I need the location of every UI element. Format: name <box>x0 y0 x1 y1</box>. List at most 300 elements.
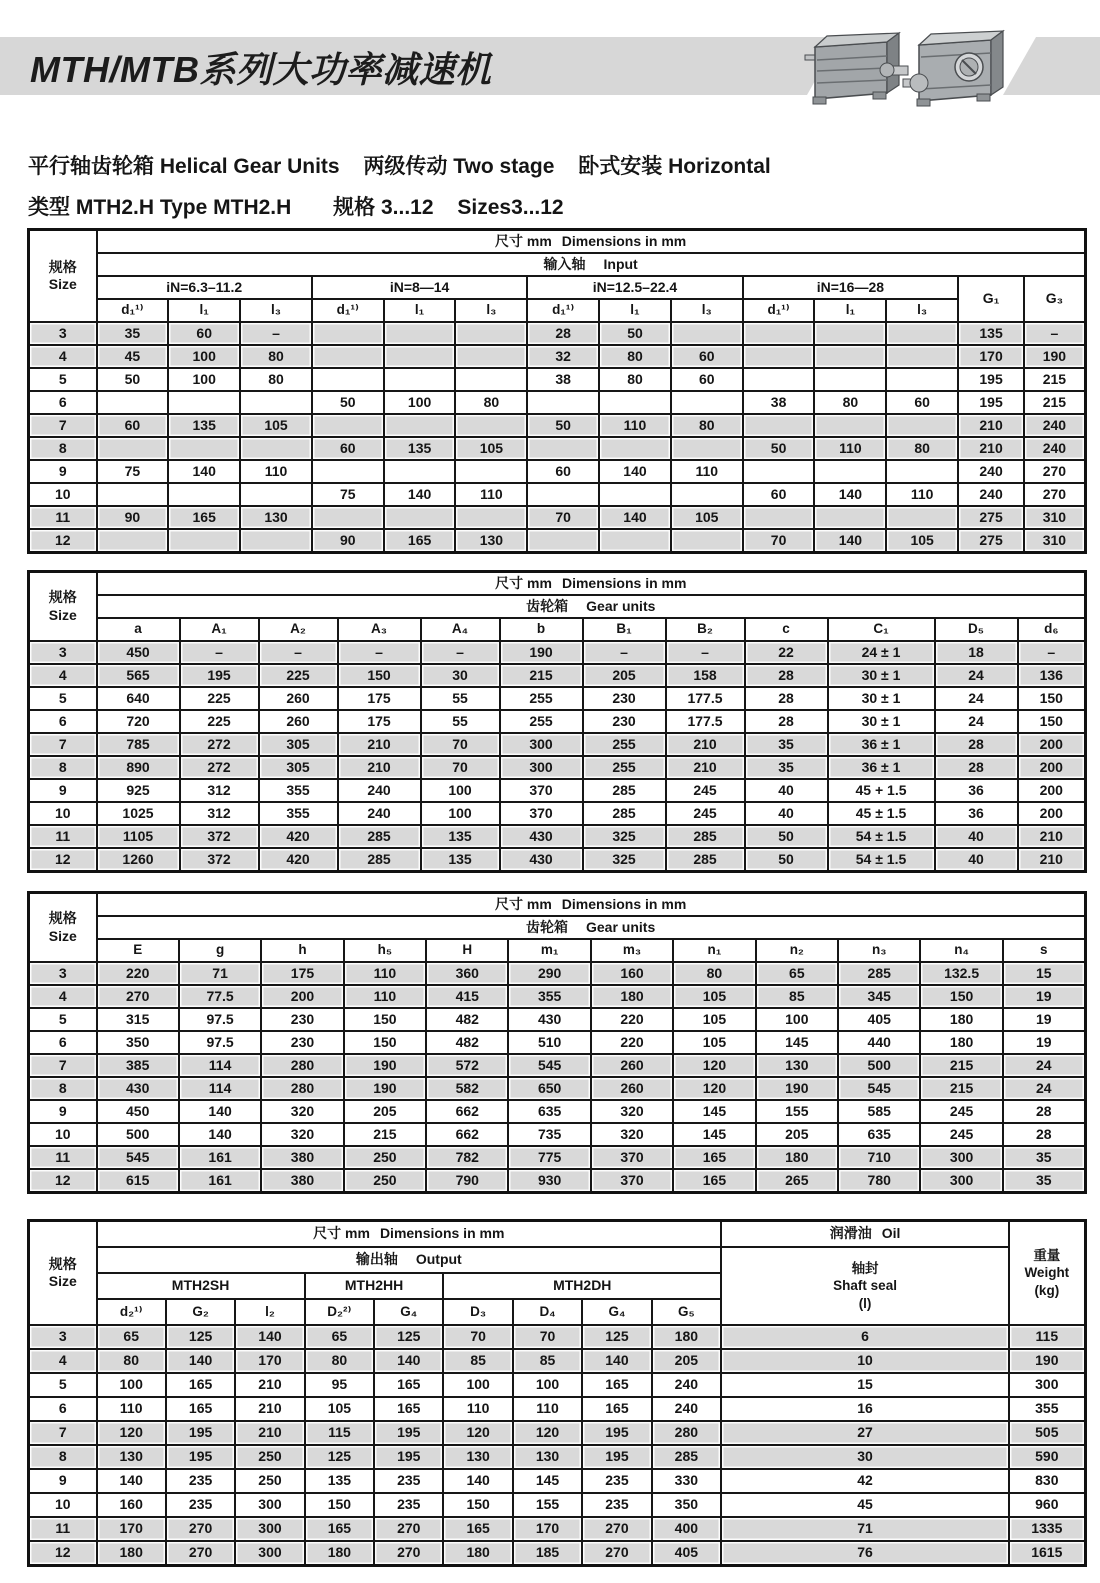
size-cell: 12 <box>29 1169 97 1193</box>
value-cell: 385 <box>97 1054 179 1077</box>
value-cell: 140 <box>814 483 886 506</box>
value-cell: 175 <box>338 710 421 733</box>
value-cell: 60 <box>671 345 743 368</box>
shaft-seal-column-header <box>721 1247 1009 1325</box>
value-cell: 80 <box>240 345 312 368</box>
value-cell: 195 <box>582 1421 651 1445</box>
value-cell: 205 <box>344 1100 426 1123</box>
value-cell: 132.5 <box>920 962 1002 985</box>
value-cell: 40 <box>935 848 1018 872</box>
dims-en: Dimensions in mm <box>561 574 687 591</box>
value-cell: 440 <box>838 1031 920 1054</box>
size-cell: 7 <box>29 1054 97 1077</box>
value-cell: 120 <box>513 1421 582 1445</box>
value-cell: 105 <box>305 1397 374 1421</box>
input-shaft-table <box>27 228 1084 554</box>
value-cell: 55 <box>421 687 500 710</box>
col-header-l1: l₁ <box>814 299 886 322</box>
dimensions-header <box>97 1221 722 1248</box>
size-cell: 6 <box>29 1397 97 1421</box>
value-cell: 150 <box>1018 687 1086 710</box>
table-row <box>29 345 1086 368</box>
value-cell <box>312 368 384 391</box>
value-cell: 285 <box>583 802 666 825</box>
value-cell <box>599 483 671 506</box>
value-cell: 270 <box>97 985 179 1008</box>
value-cell: 195 <box>958 391 1024 414</box>
dims-en: Dimensions in mm <box>561 232 687 249</box>
value-cell: 85 <box>513 1349 582 1373</box>
value-cell <box>240 483 312 506</box>
dimensions-header <box>97 893 1086 917</box>
value-cell: 195 <box>958 368 1024 391</box>
gear-unit-table-b <box>27 891 1084 1194</box>
col-header-a: a <box>97 618 180 641</box>
value-cell: 150 <box>1018 710 1086 733</box>
dims-zh: 尺寸 mm <box>495 895 552 912</box>
value-cell: 70 <box>513 1325 582 1349</box>
value-cell: 215 <box>1024 368 1085 391</box>
value-cell: 510 <box>508 1031 590 1054</box>
value-cell: 430 <box>500 825 583 848</box>
value-cell: 370 <box>591 1169 673 1193</box>
intro-helical: 平行轴齿轮箱 Helical Gear Units <box>28 155 340 178</box>
value-cell: 195 <box>166 1421 235 1445</box>
value-cell: 165 <box>168 506 240 529</box>
col-header-d2: d₂¹⁾ <box>97 1299 166 1325</box>
value-cell: 305 <box>259 756 338 779</box>
value-cell: 80 <box>240 368 312 391</box>
value-cell: – <box>180 641 259 664</box>
value-cell: 100 <box>513 1373 582 1397</box>
value-cell: 35 <box>745 756 828 779</box>
value-cell: 150 <box>443 1493 512 1517</box>
value-cell: 105 <box>671 506 743 529</box>
value-cell: 42 <box>721 1469 1009 1493</box>
size-cell: 10 <box>29 1493 97 1517</box>
value-cell: 482 <box>426 1031 508 1054</box>
size-cell: 12 <box>29 848 97 872</box>
value-cell: 250 <box>344 1169 426 1193</box>
value-cell: 300 <box>920 1146 1002 1169</box>
value-cell: 285 <box>338 848 421 872</box>
value-cell: 320 <box>261 1100 343 1123</box>
value-cell: 36 <box>935 802 1018 825</box>
value-cell <box>384 368 456 391</box>
gearbox-images-icon <box>803 27 1005 121</box>
value-cell: – <box>240 322 312 345</box>
value-cell: 215 <box>1024 391 1085 414</box>
value-cell: 60 <box>97 414 169 437</box>
value-cell: 170 <box>513 1517 582 1541</box>
col-header-a3: A₃ <box>338 618 421 641</box>
value-cell: 300 <box>235 1517 304 1541</box>
value-cell: 290 <box>508 962 590 985</box>
size-label-en: Size <box>48 927 77 944</box>
size-cell: 3 <box>29 322 97 345</box>
value-cell <box>384 322 456 345</box>
value-cell: 158 <box>666 664 745 687</box>
value-cell: 165 <box>166 1397 235 1421</box>
value-cell: 370 <box>500 802 583 825</box>
value-cell: 16 <box>721 1397 1009 1421</box>
value-cell: 18 <box>935 641 1018 664</box>
banner-right-band <box>1003 37 1100 95</box>
value-cell: 545 <box>838 1077 920 1100</box>
value-cell: 200 <box>1018 733 1086 756</box>
value-cell: 185 <box>513 1541 582 1566</box>
value-cell: 372 <box>180 825 259 848</box>
value-cell: 130 <box>97 1445 166 1469</box>
value-cell: 565 <box>97 664 180 687</box>
value-cell: 28 <box>745 664 828 687</box>
col-header-h: h <box>261 939 343 962</box>
value-cell: 245 <box>920 1100 1002 1123</box>
value-cell: 165 <box>443 1517 512 1541</box>
value-cell: 155 <box>756 1100 838 1123</box>
value-cell: 240 <box>652 1397 721 1421</box>
value-cell: 110 <box>513 1397 582 1421</box>
value-cell: 210 <box>338 733 421 756</box>
value-cell: 450 <box>97 1100 179 1123</box>
value-cell: 775 <box>508 1146 590 1169</box>
col-header-l3: l₃ <box>455 299 527 322</box>
value-cell: 615 <box>97 1169 179 1193</box>
ratio-group-3: iN=12.5–22.4 <box>527 276 742 299</box>
value-cell: 220 <box>591 1031 673 1054</box>
value-cell: 582 <box>426 1077 508 1100</box>
output-en: Output <box>415 1251 462 1268</box>
value-cell: 80 <box>455 391 527 414</box>
value-cell: 200 <box>261 985 343 1008</box>
value-cell: 50 <box>745 848 828 872</box>
value-cell <box>886 414 958 437</box>
value-cell: 225 <box>180 710 259 733</box>
value-cell: 300 <box>235 1493 304 1517</box>
value-cell: 270 <box>582 1541 651 1566</box>
value-cell: 140 <box>97 1469 166 1493</box>
value-cell: 114 <box>179 1077 261 1100</box>
value-cell: 130 <box>240 506 312 529</box>
size-cell: 5 <box>29 1008 97 1031</box>
value-cell: 180 <box>591 985 673 1008</box>
model-header-mth2sh: MTH2SH <box>97 1273 305 1299</box>
value-cell <box>814 368 886 391</box>
value-cell: 140 <box>179 1123 261 1146</box>
value-cell: 100 <box>384 391 456 414</box>
value-cell: 38 <box>527 368 599 391</box>
value-cell: 105 <box>673 1008 755 1031</box>
col-header-g3: G₃ <box>1024 276 1085 322</box>
value-cell: 24 <box>1003 1054 1085 1077</box>
value-cell: 165 <box>166 1373 235 1397</box>
value-cell: 210 <box>235 1373 304 1397</box>
table-row <box>29 1008 1086 1031</box>
value-cell: 250 <box>235 1445 304 1469</box>
value-cell: 270 <box>582 1517 651 1541</box>
value-cell: 240 <box>338 779 421 802</box>
size-cell: 6 <box>29 1031 97 1054</box>
col-header-h5: h₅ <box>344 939 426 962</box>
value-cell: 130 <box>443 1445 512 1469</box>
ratio-group-4: iN=16—28 <box>743 276 958 299</box>
col-header-d1: d₁¹⁾ <box>527 299 599 322</box>
value-cell: – <box>583 641 666 664</box>
col-header-s: s <box>1003 939 1085 962</box>
ratio-group-1: iN=6.3–11.2 <box>97 276 312 299</box>
value-cell: 80 <box>599 345 671 368</box>
value-cell: 400 <box>652 1517 721 1541</box>
value-cell: 30 <box>421 664 500 687</box>
value-cell: 355 <box>259 802 338 825</box>
value-cell: 420 <box>259 848 338 872</box>
value-cell: 420 <box>259 825 338 848</box>
col-header-b: b <box>500 618 583 641</box>
value-cell: 165 <box>374 1397 443 1421</box>
value-cell: 165 <box>582 1373 651 1397</box>
col-header-d1: d₁¹⁾ <box>743 299 815 322</box>
value-cell: 235 <box>582 1493 651 1517</box>
value-cell: 165 <box>673 1146 755 1169</box>
value-cell: 280 <box>261 1077 343 1100</box>
value-cell <box>168 437 240 460</box>
value-cell <box>527 483 599 506</box>
value-cell: 180 <box>443 1541 512 1566</box>
value-cell: 300 <box>920 1169 1002 1193</box>
size-cell: 8 <box>29 756 97 779</box>
col-header-b2: B₂ <box>666 618 745 641</box>
oil-header <box>721 1221 1009 1248</box>
output-section-header <box>97 1247 722 1273</box>
value-cell: 405 <box>652 1541 721 1566</box>
size-cell: 10 <box>29 802 97 825</box>
value-cell: 320 <box>591 1123 673 1146</box>
value-cell: 125 <box>582 1325 651 1349</box>
value-cell: 170 <box>958 345 1024 368</box>
intro-sizes-en: Sizes3...12 <box>457 196 564 219</box>
value-cell <box>886 460 958 483</box>
value-cell: 60 <box>671 368 743 391</box>
col-header-d3: D₃ <box>443 1299 512 1325</box>
value-cell <box>527 437 599 460</box>
value-cell: 285 <box>583 779 666 802</box>
table-row <box>29 1541 1086 1566</box>
value-cell: 70 <box>527 506 599 529</box>
value-cell <box>527 391 599 414</box>
value-cell: 135 <box>421 825 500 848</box>
gear-units-en: Gear units <box>586 918 656 935</box>
value-cell: 372 <box>180 848 259 872</box>
value-cell: 100 <box>756 1008 838 1031</box>
value-cell: 30 <box>721 1445 1009 1469</box>
value-cell <box>168 391 240 414</box>
value-cell: 136 <box>1018 664 1086 687</box>
value-cell: 150 <box>305 1493 374 1517</box>
value-cell: 120 <box>97 1421 166 1445</box>
value-cell: 640 <box>97 687 180 710</box>
intro-line-2 <box>28 191 564 221</box>
value-cell <box>455 322 527 345</box>
table-row <box>29 825 1086 848</box>
size-cell: 12 <box>29 529 97 553</box>
shaft-seal-unit: (l) <box>858 1295 872 1311</box>
value-cell: 177.5 <box>666 687 745 710</box>
value-cell: 19 <box>1003 1031 1085 1054</box>
value-cell: 105 <box>673 1031 755 1054</box>
value-cell: 160 <box>591 962 673 985</box>
value-cell: 140 <box>443 1469 512 1493</box>
size-cell: 6 <box>29 391 97 414</box>
value-cell: 35 <box>1003 1146 1085 1169</box>
gear-units-section-header <box>97 595 1086 618</box>
value-cell <box>814 322 886 345</box>
value-cell: 135 <box>958 322 1024 345</box>
dims-en: Dimensions in mm <box>379 1225 505 1242</box>
size-cell: 4 <box>29 664 97 687</box>
col-header-d4: D₄ <box>513 1299 582 1325</box>
value-cell: 105 <box>455 437 527 460</box>
value-cell: 24 ± 1 <box>828 641 935 664</box>
table-row <box>29 710 1086 733</box>
value-cell: 140 <box>582 1349 651 1373</box>
col-header-m1: m₁ <box>508 939 590 962</box>
value-cell: 250 <box>235 1469 304 1493</box>
size-cell: 12 <box>29 1541 97 1566</box>
size-column-header <box>29 893 97 963</box>
weight-column-header <box>1009 1221 1085 1326</box>
col-header-g4: G₄ <box>582 1299 651 1325</box>
size-cell: 11 <box>29 825 97 848</box>
value-cell: 230 <box>261 1008 343 1031</box>
input-zh: 输入轴 <box>543 255 586 272</box>
value-cell: 270 <box>1024 460 1085 483</box>
size-cell: 3 <box>29 1325 97 1349</box>
dims-zh: 尺寸 mm <box>495 574 552 591</box>
size-label-en: Size <box>48 606 77 623</box>
value-cell: 240 <box>1024 437 1085 460</box>
value-cell: 40 <box>935 825 1018 848</box>
value-cell: 30 ± 1 <box>828 664 935 687</box>
value-cell: 210 <box>235 1397 304 1421</box>
value-cell: 830 <box>1009 1469 1085 1493</box>
value-cell: 28 <box>527 322 599 345</box>
value-cell: 165 <box>374 1373 443 1397</box>
value-cell: 180 <box>756 1146 838 1169</box>
value-cell: 1025 <box>97 802 180 825</box>
value-cell: 140 <box>599 506 671 529</box>
value-cell: 785 <box>97 733 180 756</box>
value-cell: 130 <box>513 1445 582 1469</box>
value-cell: 100 <box>421 802 500 825</box>
value-cell <box>886 506 958 529</box>
table-row <box>29 687 1086 710</box>
value-cell: 210 <box>666 733 745 756</box>
table-row <box>29 368 1086 391</box>
value-cell: 240 <box>1024 414 1085 437</box>
value-cell: 195 <box>374 1421 443 1445</box>
value-cell: 195 <box>374 1445 443 1469</box>
value-cell: 165 <box>384 529 456 553</box>
value-cell <box>743 345 815 368</box>
value-cell: 210 <box>958 437 1024 460</box>
value-cell: 280 <box>261 1054 343 1077</box>
value-cell: 90 <box>312 529 384 553</box>
value-cell: 260 <box>591 1077 673 1100</box>
value-cell: 80 <box>599 368 671 391</box>
col-header-g5: G₅ <box>652 1299 721 1325</box>
value-cell: 220 <box>591 1008 673 1031</box>
value-cell: 285 <box>338 825 421 848</box>
value-cell: 370 <box>500 779 583 802</box>
value-cell: 200 <box>1018 756 1086 779</box>
size-cell: 8 <box>29 1445 97 1469</box>
table-row <box>29 437 1086 460</box>
value-cell <box>886 322 958 345</box>
value-cell: 125 <box>166 1325 235 1349</box>
col-header-a4: A₄ <box>421 618 500 641</box>
value-cell <box>312 322 384 345</box>
value-cell: 415 <box>426 985 508 1008</box>
value-cell: 45 + 1.5 <box>828 779 935 802</box>
value-cell: – <box>666 641 745 664</box>
value-cell: 60 <box>168 322 240 345</box>
value-cell: 325 <box>583 825 666 848</box>
value-cell <box>599 529 671 553</box>
value-cell: 150 <box>920 985 1002 1008</box>
value-cell: 24 <box>935 664 1018 687</box>
value-cell: 720 <box>97 710 180 733</box>
value-cell: 370 <box>591 1146 673 1169</box>
value-cell <box>671 391 743 414</box>
value-cell: 255 <box>583 733 666 756</box>
value-cell: 71 <box>179 962 261 985</box>
value-cell <box>743 506 815 529</box>
value-cell: 90 <box>97 506 169 529</box>
value-cell: 200 <box>1018 779 1086 802</box>
value-cell: 115 <box>1009 1325 1085 1349</box>
value-cell: 355 <box>1009 1397 1085 1421</box>
value-cell <box>312 345 384 368</box>
col-header-D2: D₂²⁾ <box>305 1299 374 1325</box>
value-cell: – <box>421 641 500 664</box>
value-cell <box>312 414 384 437</box>
value-cell: 230 <box>583 710 666 733</box>
value-cell: 350 <box>97 1031 179 1054</box>
value-cell: 75 <box>97 460 169 483</box>
value-cell: 380 <box>261 1146 343 1169</box>
value-cell: 210 <box>666 756 745 779</box>
table-row <box>29 506 1086 529</box>
value-cell <box>455 345 527 368</box>
value-cell: 36 ± 1 <box>828 756 935 779</box>
value-cell: 100 <box>168 345 240 368</box>
value-cell: 300 <box>235 1541 304 1566</box>
value-cell: 285 <box>838 962 920 985</box>
value-cell <box>671 437 743 460</box>
size-cell: 4 <box>29 985 97 1008</box>
value-cell <box>168 483 240 506</box>
value-cell: 80 <box>305 1349 374 1373</box>
value-cell: 19 <box>1003 1008 1085 1031</box>
ratio-group-2: iN=8—14 <box>312 276 527 299</box>
value-cell: 110 <box>455 483 527 506</box>
size-column-header <box>29 572 97 642</box>
value-cell: 345 <box>838 985 920 1008</box>
value-cell: 6 <box>721 1325 1009 1349</box>
value-cell: 140 <box>179 1100 261 1123</box>
value-cell: 15 <box>1003 962 1085 985</box>
value-cell <box>455 460 527 483</box>
